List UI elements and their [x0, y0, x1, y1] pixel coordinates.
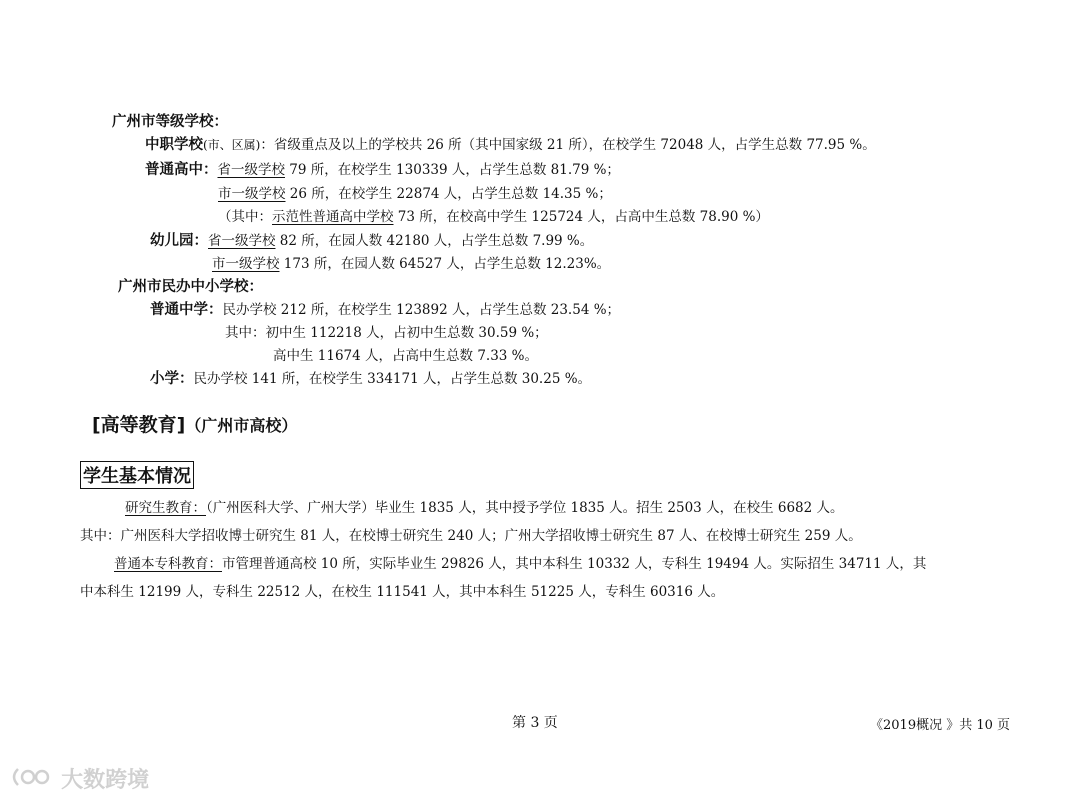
higher-education-heading: [92, 410, 297, 437]
private-middle-sub-1: 其中：初中生 112218 人，占初中生总数 30.59 %；: [225, 325, 548, 341]
kindergarten-text-2: 173 所，在园人数 64527 人，占学生总数 12.23%。: [279, 256, 611, 272]
private-middle-label: 普通中学：: [150, 302, 223, 318]
watermark-text: 大数跨境: [61, 768, 150, 793]
private-middle-line: [150, 298, 620, 319]
graduate-line: [125, 496, 844, 516]
page-number: 第 3 页: [512, 715, 558, 731]
highschool-label: 普通高中：: [145, 162, 218, 178]
undergrad-line-2: 中本科生 12199 人，专科生 22512 人，在校生 111541 人，其中本科生 51225 人，专科生 60316 人。: [80, 584, 725, 600]
private-primary-line: [150, 367, 591, 388]
higher-education-subtitle: （广州市高校）: [185, 416, 298, 435]
kg-city-link: 市一级学校: [212, 256, 280, 272]
watermark: [8, 763, 149, 794]
undergrad-label: 普通本专科教育：: [114, 556, 222, 572]
provincial-school-link: 省一级学校: [217, 162, 285, 178]
vocational-text: ：省级重点及以上的学校共 26 所（其中国家级 21 所），在校学生 72048 人，占学生总数 77.95 %。: [260, 137, 876, 153]
private-primary-text: 民办学校 141 所，在校学生 334171 人，占学生总数 30.25 %。: [193, 371, 592, 387]
highschool-line-2: [218, 182, 612, 202]
private-middle-text: 民办学校 212 所，在校学生 123892 人，占学生总数 23.54 %；: [222, 302, 621, 318]
page-total: 《2019概况 》共 10 页: [870, 718, 1011, 733]
kindergarten-label: 幼儿园：: [150, 233, 208, 249]
kg-provincial-link: 省一级学校: [208, 233, 276, 249]
highschool-line-3: [218, 205, 769, 225]
graduate-text: （广州医科大学、广州大学）毕业生 1835 人，其中授予学位 1835 人。招生 2503 人，在校生 6682 人。: [206, 500, 844, 516]
section-title-private-schools: 广州市民办中小学校：: [118, 279, 263, 295]
graduate-detail-line: 其中：广州医科大学招收博士研究生 81 人，在校博士研究生 240 人；广州大学招收博士研究生 87 人、在校博士研究生 259 人。: [80, 528, 862, 544]
highschool-text-2: 26 所，在校学生 22874 人，占学生总数 14.35 %；: [285, 186, 612, 202]
highschool-line-1: [145, 158, 620, 179]
vocational-line: [145, 133, 876, 154]
kindergarten-text-1: 82 所，在园人数 42180 人，占学生总数 7.99 %。: [275, 233, 594, 249]
private-primary-label: 小学：: [150, 371, 194, 387]
vocational-sub: (市、区属): [203, 138, 261, 152]
city-school-link: 市一级学校: [218, 186, 286, 202]
higher-education-title: [高等教育]: [92, 414, 186, 436]
highschool-pre-3: （其中：: [218, 209, 272, 225]
model-school-link: 示范性普通高中学校: [272, 209, 394, 225]
brand-logo-icon: [8, 765, 56, 793]
student-info-box-title: 学生基本情况: [80, 461, 194, 489]
private-middle-sub-2: 高中生 11674 人，占高中生总数 7.33 %。: [273, 348, 538, 364]
kindergarten-line-1: [150, 229, 593, 250]
section-title-level-schools: 广州市等级学校：: [112, 114, 228, 130]
undergrad-line-1: [114, 552, 926, 572]
graduate-label: 研究生教育：: [125, 500, 206, 516]
highschool-text-1: 79 所，在校学生 130339 人，占学生总数 81.79 %；: [285, 162, 620, 178]
vocational-label: 中职学校: [145, 137, 203, 153]
highschool-text-3: 73 所，在校高中学生 125724 人，占高中生总数 78.90 %）: [393, 209, 769, 225]
kindergarten-line-2: [212, 252, 610, 272]
undergrad-text-1: 市管理普通高校 10 所，实际毕业生 29826 人，其中本科生 10332 人，专科生 19494 人。实际招生 34711 人，其: [222, 556, 927, 572]
